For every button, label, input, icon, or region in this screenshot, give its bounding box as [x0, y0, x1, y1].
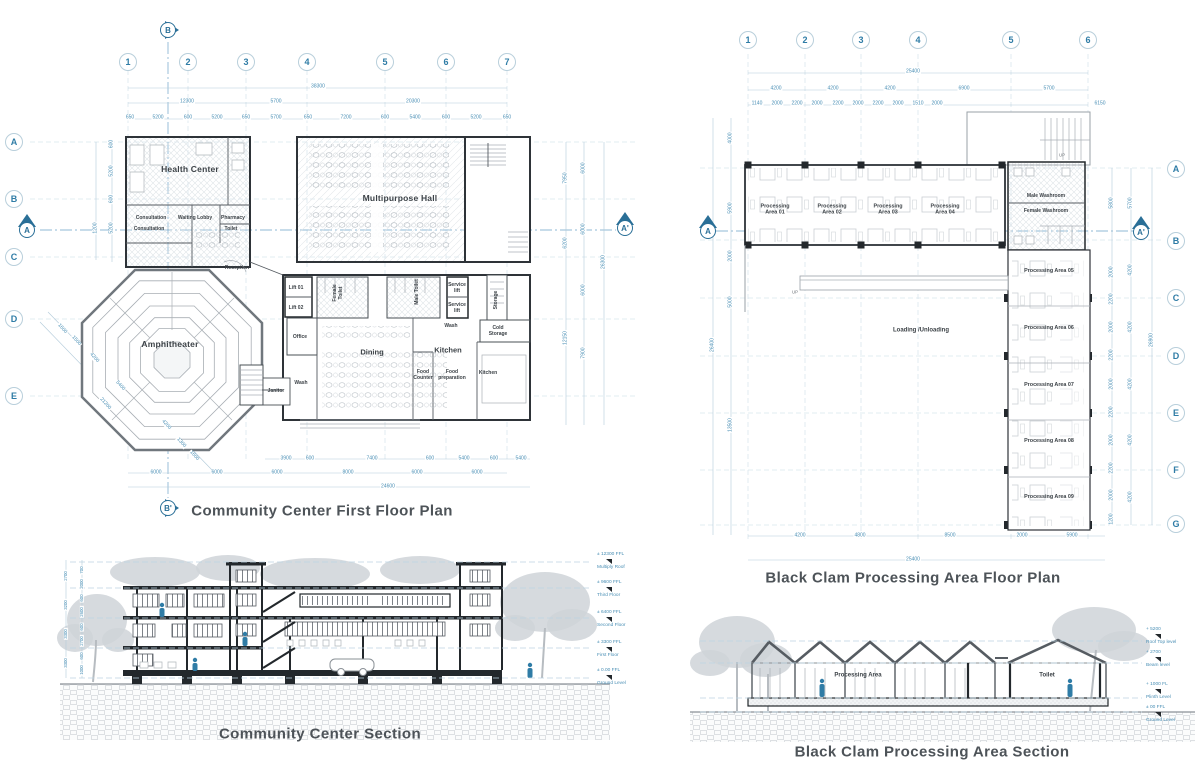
- grid-bubble-6: 6: [1079, 31, 1097, 49]
- dimension-label: 4200: [794, 532, 806, 539]
- dimension-label: 2200: [1108, 462, 1115, 474]
- room-label: Processing Area 09: [1024, 493, 1074, 500]
- level-value: ± 0.00 FFL: [597, 668, 621, 673]
- dimension-label: 5700: [270, 98, 282, 105]
- dimension-label: 2000: [1108, 489, 1115, 501]
- dimension-label: 12300: [180, 98, 194, 105]
- dimension-label: 4200: [1127, 434, 1134, 446]
- grid-bubble-3: 3: [237, 53, 255, 71]
- dimension-label: 12150: [562, 331, 569, 345]
- room-label: UP: [1059, 152, 1065, 158]
- section-marker-label: A: [19, 222, 35, 238]
- dimension-label: 2000: [1108, 378, 1115, 390]
- dimension-label: 4000: [727, 132, 734, 144]
- level-name: Beam level: [1146, 662, 1170, 668]
- dimension-label: 7400: [366, 455, 378, 462]
- title-community-center-section: Community Center Section: [218, 725, 422, 743]
- room-label: Female Toilet: [332, 284, 344, 302]
- grid-bubble-F: F: [1167, 461, 1185, 479]
- dimension-label: 5900: [727, 202, 734, 214]
- dimension-label: 6000: [150, 469, 162, 476]
- dimension-label: 650: [303, 114, 313, 121]
- dimension-label: 4200: [88, 351, 101, 364]
- dimension-label: 2200: [832, 100, 844, 107]
- grid-bubble-G: G: [1167, 515, 1185, 533]
- dimension-label: 6000: [580, 162, 587, 174]
- room-label: Processing Area 08: [1024, 437, 1074, 444]
- dimension-label: 2000: [892, 100, 904, 107]
- dimension-label: 3300: [62, 658, 68, 668]
- dimension-label: 25400: [906, 68, 920, 75]
- level-value: + 2700: [1146, 650, 1161, 655]
- dimension-label: 600: [78, 594, 84, 602]
- dimension-label: 7900: [580, 347, 587, 359]
- dimension-label: 4200: [827, 85, 839, 92]
- grid-bubble-3: 3: [852, 31, 870, 49]
- room-label: Processing Area 05: [1024, 267, 1074, 274]
- plan1-building: [82, 137, 530, 450]
- grid-bubble-D: D: [5, 310, 23, 328]
- room-label: Kitchen: [478, 370, 498, 376]
- grid-bubble-6: 6: [437, 53, 455, 71]
- dimension-label: 1510: [912, 100, 924, 107]
- room-label: Processing Area 07: [1024, 381, 1074, 388]
- dimension-label: 2200: [1108, 293, 1115, 305]
- dimension-label: 650: [241, 114, 251, 121]
- room-label: Male Toilet: [414, 279, 420, 305]
- dimension-label: 5700: [1043, 85, 1055, 92]
- dimension-label: 600: [305, 455, 315, 462]
- level-value: ± 6400 FFL: [597, 610, 622, 615]
- dimension-label: 1200: [1108, 513, 1115, 525]
- grid-bubble-B: B: [1167, 232, 1185, 250]
- dimension-label: 5400: [409, 114, 421, 121]
- grid-bubble-E: E: [1167, 404, 1185, 422]
- section-marker-label: B: [160, 22, 176, 38]
- dimension-label: 5200: [152, 114, 164, 121]
- room-label: Consultation: [135, 215, 167, 221]
- dimension-label: 1600: [56, 322, 69, 335]
- room-label: Processing Area: [834, 672, 882, 679]
- level-value: ± 3300 FFL: [597, 640, 622, 645]
- dimension-label: 6000: [580, 223, 587, 235]
- dimension-label: 4200: [160, 418, 173, 431]
- grid-bubble-C: C: [1167, 289, 1185, 307]
- dimension-label: 5800: [1108, 197, 1115, 209]
- dimension-label: 2000: [1016, 532, 1028, 539]
- dimension-label: 1500: [70, 334, 83, 347]
- sec2-trees: [690, 607, 1150, 711]
- room-label: Storage: [493, 290, 499, 310]
- section-marker-label: A: [700, 223, 716, 239]
- level-value: + 1000 FL: [1146, 682, 1168, 687]
- dimension-label: 600: [441, 114, 451, 121]
- room-label: Processing Area 03: [873, 203, 903, 216]
- grid-bubble-1: 1: [119, 53, 137, 71]
- dimension-label: 7950: [562, 172, 569, 184]
- title-black-clam-plan: Black Clam Processing Area Floor Plan: [765, 569, 1061, 587]
- dimension-label: 6000: [271, 469, 283, 476]
- dimension-label: 6000: [211, 469, 223, 476]
- room-label: UP: [792, 289, 798, 295]
- dimension-label: 600: [183, 114, 193, 121]
- grid-bubble-2: 2: [179, 53, 197, 71]
- dimension-label: 5400: [515, 455, 527, 462]
- dimension-label: 8000: [342, 469, 354, 476]
- dimension-label: 5000: [727, 296, 734, 308]
- level-name: Roof Top level: [1146, 639, 1177, 645]
- room-label: Loading /Unloading: [893, 327, 949, 334]
- dimension-label: 2200: [872, 100, 884, 107]
- room-label: Multipurpose Hall: [362, 192, 438, 203]
- dimension-label: 600: [108, 139, 115, 149]
- dimension-label: 3200: [62, 600, 68, 610]
- grid-bubble-E: E: [5, 387, 23, 405]
- room-label: Kitchen: [434, 345, 462, 355]
- level-name: Second Floor: [597, 622, 626, 628]
- section-marker-label: A': [1133, 224, 1149, 240]
- room-label: Wash: [294, 380, 308, 386]
- dimension-label: 2000: [1108, 434, 1115, 446]
- dimension-label: 2000: [1108, 266, 1115, 278]
- room-label: Service lift: [448, 302, 466, 314]
- dimension-label: 6000: [580, 284, 587, 296]
- room-label: Pharmacy: [221, 215, 245, 221]
- dimension-label: 2600: [78, 607, 84, 617]
- dimension-label: 2000: [811, 100, 823, 107]
- room-label: Reception: [224, 265, 250, 271]
- dimension-label: 2000: [727, 250, 734, 262]
- dimension-label: 6900: [958, 85, 970, 92]
- dimension-label: 2000: [771, 100, 783, 107]
- room-label: Waiting Lobby: [177, 215, 213, 221]
- dimension-label: 5400: [114, 379, 127, 392]
- dimension-label: 2700: [62, 571, 68, 581]
- level-name: Multiply Roof: [597, 564, 625, 570]
- level-value: ± 12300 FFL: [597, 552, 625, 557]
- level-value: ± 9600 FFL: [597, 580, 622, 585]
- dimension-label: 5400: [458, 455, 470, 462]
- dimension-label: 26900: [1148, 333, 1155, 347]
- room-label: Female Washroom: [1023, 208, 1069, 214]
- grid-bubble-A: A: [5, 133, 23, 151]
- dimension-label: 600: [108, 194, 115, 204]
- dimension-label: 4200: [1127, 321, 1134, 333]
- level-name: Ground Level: [1146, 717, 1175, 723]
- grid-bubble-5: 5: [376, 53, 394, 71]
- dimension-label: 1140: [751, 100, 763, 107]
- dimension-label: 20300: [406, 98, 420, 105]
- level-name: Third Floor: [597, 592, 621, 598]
- dimension-label: 6000: [411, 469, 423, 476]
- dimension-label: 4200: [770, 85, 782, 92]
- room-label: Toilet: [224, 226, 238, 232]
- dimension-label: 6150: [1094, 100, 1106, 107]
- dimension-label: 2000: [852, 100, 864, 107]
- dimension-label: 6200: [562, 237, 569, 249]
- room-label: Health Center: [161, 163, 219, 174]
- title-black-clam-section: Black Clam Processing Area Section: [794, 743, 1070, 761]
- dimension-label: 650: [502, 114, 512, 121]
- room-label: Dining: [360, 347, 384, 357]
- dimension-label: 25400: [906, 556, 920, 563]
- level-value: ± 00 FFL: [1146, 705, 1166, 710]
- dimension-label: 5200: [211, 114, 223, 121]
- section-marker-label: A': [617, 220, 633, 236]
- dimension-label: 2700: [78, 636, 84, 646]
- dimension-label: 2000: [1108, 321, 1115, 333]
- room-label: Food preparation: [438, 369, 466, 381]
- title-community-center-plan: Community Center First Floor Plan: [191, 502, 453, 520]
- dimension-label: 7200: [340, 114, 352, 121]
- dimension-label: 5200: [108, 165, 115, 177]
- grid-bubble-A: A: [1167, 160, 1185, 178]
- room-label: Processing Area 01: [760, 203, 790, 216]
- room-label: Office: [292, 334, 308, 340]
- dimension-label: 6000: [471, 469, 483, 476]
- room-label: Processing Area 02: [817, 203, 847, 216]
- dimension-label: 4200: [1127, 491, 1134, 503]
- room-label: Amphitheater: [141, 338, 199, 349]
- dimension-label: 5700: [270, 114, 282, 121]
- dimension-label: 5200: [470, 114, 482, 121]
- dimension-label: 5700: [1127, 197, 1134, 209]
- grid-bubble-B: B: [5, 190, 23, 208]
- dimension-label: 600: [425, 455, 435, 462]
- grid-bubble-4: 4: [909, 31, 927, 49]
- dimension-label: 600: [380, 114, 390, 121]
- level-name: Plinth Level: [1146, 694, 1171, 700]
- dimension-label: 2200: [791, 100, 803, 107]
- grid-bubble-C: C: [5, 248, 23, 266]
- dimension-label: 600: [78, 623, 84, 631]
- dimension-label: 2200: [1108, 406, 1115, 418]
- dimension-label: 24600: [381, 483, 395, 490]
- grid-bubble-4: 4: [298, 53, 316, 71]
- room-label: Janitor: [267, 388, 285, 394]
- room-label: Wash: [444, 323, 458, 329]
- room-label: Male Washroom: [1026, 193, 1066, 199]
- room-label: Toilet: [1039, 672, 1055, 679]
- grid-bubble-2: 2: [796, 31, 814, 49]
- grid-bubble-1: 1: [739, 31, 757, 49]
- level-name: First Floor: [597, 652, 619, 658]
- dimension-label: 600: [78, 652, 84, 660]
- room-label: Cold Storage: [488, 325, 508, 337]
- grid-bubble-D: D: [1167, 347, 1185, 365]
- dimension-label: 26300: [600, 255, 607, 269]
- dimension-label: 4200: [1127, 378, 1134, 390]
- room-label: Service lift: [448, 282, 466, 294]
- dimension-label: 4200: [884, 85, 896, 92]
- dimension-label: 4800: [854, 532, 866, 539]
- dimension-label: 3900: [280, 455, 292, 462]
- room-label: Lift 02: [288, 305, 304, 311]
- dimension-label: 1200: [92, 222, 99, 234]
- dimension-label: 5900: [1066, 532, 1078, 539]
- dimension-label: 26400: [709, 338, 716, 352]
- dimension-label: 650: [125, 114, 135, 121]
- dimension-label: 1300: [175, 436, 188, 449]
- grid-bubble-5: 5: [1002, 31, 1020, 49]
- dimension-label: 2200: [1108, 349, 1115, 361]
- dimension-label: 1600: [188, 449, 201, 462]
- dimension-label: 38300: [311, 83, 325, 90]
- dimension-label: 5200: [108, 222, 115, 234]
- dimension-label: 1000: [78, 665, 84, 675]
- room-label: Lift 01: [288, 285, 304, 291]
- level-name: Ground Level: [597, 680, 626, 686]
- dimension-label: 2000: [931, 100, 943, 107]
- dimension-label: 21200: [98, 396, 113, 411]
- grid-bubble-7: 7: [498, 53, 516, 71]
- dimension-label: 2000: [78, 579, 84, 589]
- room-label: Processing Area 04: [930, 203, 960, 216]
- dimension-label: 3300: [62, 629, 68, 639]
- room-label: Food Counter: [413, 369, 433, 381]
- dimension-label: 13500: [727, 418, 734, 432]
- plan2-grid: [700, 54, 1162, 540]
- dimension-label: 600: [489, 455, 499, 462]
- dimension-label: 4200: [1127, 264, 1134, 276]
- dimension-label: 700: [78, 566, 84, 574]
- room-label: Consultation: [133, 226, 165, 232]
- level-value: + 5200: [1146, 627, 1161, 632]
- section-marker-label: B': [160, 500, 176, 516]
- dimension-label: 8500: [944, 532, 956, 539]
- room-label: Processing Area 06: [1024, 324, 1074, 331]
